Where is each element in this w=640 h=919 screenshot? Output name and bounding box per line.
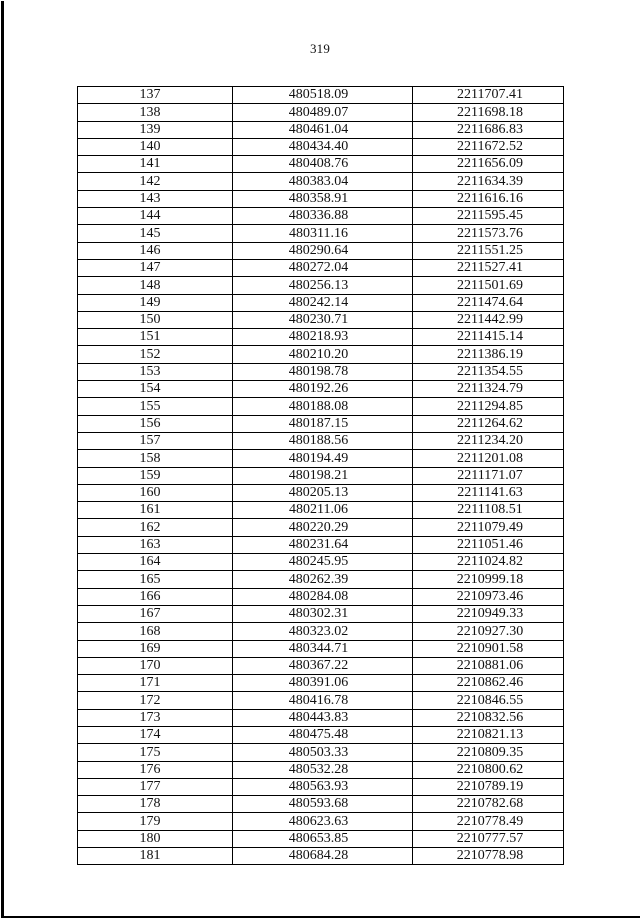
y-coordinate-cell: 2210777.57 xyxy=(413,830,564,847)
y-coordinate-cell: 2210789.19 xyxy=(413,778,564,795)
point-number-cell: 145 xyxy=(78,225,233,242)
point-number-cell: 138 xyxy=(78,104,233,121)
point-number-cell: 158 xyxy=(78,450,233,467)
table-row xyxy=(78,554,564,571)
table-row xyxy=(78,190,564,207)
point-number-cell: 160 xyxy=(78,484,233,501)
point-number-cell: 177 xyxy=(78,778,233,795)
y-coordinate-cell: 2211201.08 xyxy=(413,450,564,467)
point-number-cell: 154 xyxy=(78,381,233,398)
point-number-cell: 178 xyxy=(78,796,233,813)
y-coordinate-cell: 2211527.41 xyxy=(413,259,564,276)
point-number-cell: 156 xyxy=(78,415,233,432)
y-coordinate-cell: 2210999.18 xyxy=(413,571,564,588)
point-number-cell: 164 xyxy=(78,554,233,571)
point-number-cell: 139 xyxy=(78,121,233,138)
x-coordinate-cell: 480475.48 xyxy=(233,726,413,743)
x-coordinate-cell: 480344.71 xyxy=(233,640,413,657)
x-coordinate-cell: 480503.33 xyxy=(233,744,413,761)
table-row xyxy=(78,571,564,588)
point-number-cell: 155 xyxy=(78,398,233,415)
y-coordinate-cell: 2211672.52 xyxy=(413,138,564,155)
x-coordinate-cell: 480443.83 xyxy=(233,709,413,726)
x-coordinate-cell: 480245.95 xyxy=(233,554,413,571)
table-row xyxy=(78,432,564,449)
y-coordinate-cell: 2211573.76 xyxy=(413,225,564,242)
x-coordinate-cell: 480205.13 xyxy=(233,484,413,501)
point-number-cell: 151 xyxy=(78,329,233,346)
table-row xyxy=(78,346,564,363)
point-number-cell: 159 xyxy=(78,467,233,484)
table-row xyxy=(78,467,564,484)
table-row xyxy=(78,778,564,795)
x-coordinate-cell: 480489.07 xyxy=(233,104,413,121)
table-row xyxy=(78,294,564,311)
x-coordinate-cell: 480383.04 xyxy=(233,173,413,190)
y-coordinate-cell: 2210832.56 xyxy=(413,709,564,726)
point-number-cell: 161 xyxy=(78,502,233,519)
point-number-cell: 147 xyxy=(78,259,233,276)
table-row xyxy=(78,796,564,813)
point-number-cell: 152 xyxy=(78,346,233,363)
point-number-cell: 142 xyxy=(78,173,233,190)
table-row xyxy=(78,381,564,398)
point-number-cell: 180 xyxy=(78,830,233,847)
point-number-cell: 144 xyxy=(78,208,233,225)
table-row xyxy=(78,259,564,276)
y-coordinate-cell: 2211474.64 xyxy=(413,294,564,311)
table-row xyxy=(78,242,564,259)
table-row xyxy=(78,450,564,467)
x-coordinate-cell: 480461.04 xyxy=(233,121,413,138)
y-coordinate-cell: 2211234.20 xyxy=(413,432,564,449)
point-number-cell: 140 xyxy=(78,138,233,155)
coordinates-table-container xyxy=(77,86,563,865)
table-row xyxy=(78,277,564,294)
x-coordinate-cell: 480532.28 xyxy=(233,761,413,778)
table-row xyxy=(78,692,564,709)
y-coordinate-cell: 2211616.16 xyxy=(413,190,564,207)
y-coordinate-cell: 2211634.39 xyxy=(413,173,564,190)
y-coordinate-cell: 2211024.82 xyxy=(413,554,564,571)
x-coordinate-cell: 480593.68 xyxy=(233,796,413,813)
point-number-cell: 172 xyxy=(78,692,233,709)
point-number-cell: 137 xyxy=(78,87,233,104)
x-coordinate-cell: 480218.93 xyxy=(233,329,413,346)
table-row xyxy=(78,225,564,242)
x-coordinate-cell: 480256.13 xyxy=(233,277,413,294)
table-row xyxy=(78,640,564,657)
y-coordinate-cell: 2211294.85 xyxy=(413,398,564,415)
point-number-cell: 169 xyxy=(78,640,233,657)
y-coordinate-cell: 2211698.18 xyxy=(413,104,564,121)
x-coordinate-cell: 480336.88 xyxy=(233,208,413,225)
x-coordinate-cell: 480262.39 xyxy=(233,571,413,588)
x-coordinate-cell: 480416.78 xyxy=(233,692,413,709)
x-coordinate-cell: 480323.02 xyxy=(233,623,413,640)
coordinates-table-body xyxy=(78,87,564,865)
x-coordinate-cell: 480211.06 xyxy=(233,502,413,519)
point-number-cell: 181 xyxy=(78,848,233,865)
table-row xyxy=(78,588,564,605)
point-number-cell: 150 xyxy=(78,311,233,328)
x-coordinate-cell: 480242.14 xyxy=(233,294,413,311)
point-number-cell: 170 xyxy=(78,657,233,674)
table-row xyxy=(78,156,564,173)
x-coordinate-cell: 480188.08 xyxy=(233,398,413,415)
y-coordinate-cell: 2211707.41 xyxy=(413,87,564,104)
x-coordinate-cell: 480391.06 xyxy=(233,675,413,692)
y-coordinate-cell: 2211686.83 xyxy=(413,121,564,138)
x-coordinate-cell: 480434.40 xyxy=(233,138,413,155)
point-number-cell: 153 xyxy=(78,363,233,380)
table-row xyxy=(78,173,564,190)
point-number-cell: 167 xyxy=(78,605,233,622)
point-number-cell: 168 xyxy=(78,623,233,640)
point-number-cell: 165 xyxy=(78,571,233,588)
x-coordinate-cell: 480367.22 xyxy=(233,657,413,674)
x-coordinate-cell: 480198.78 xyxy=(233,363,413,380)
y-coordinate-cell: 2210800.62 xyxy=(413,761,564,778)
table-row xyxy=(78,675,564,692)
table-row xyxy=(78,502,564,519)
table-row xyxy=(78,311,564,328)
x-coordinate-cell: 480408.76 xyxy=(233,156,413,173)
y-coordinate-cell: 2211051.46 xyxy=(413,536,564,553)
table-row xyxy=(78,329,564,346)
table-row xyxy=(78,605,564,622)
point-number-cell: 157 xyxy=(78,432,233,449)
table-row xyxy=(78,208,564,225)
y-coordinate-cell: 2211415.14 xyxy=(413,329,564,346)
x-coordinate-cell: 480230.71 xyxy=(233,311,413,328)
x-coordinate-cell: 480653.85 xyxy=(233,830,413,847)
x-coordinate-cell: 480623.63 xyxy=(233,813,413,830)
coordinates-table xyxy=(77,86,564,865)
x-coordinate-cell: 480563.93 xyxy=(233,778,413,795)
table-row xyxy=(78,848,564,865)
y-coordinate-cell: 2211501.69 xyxy=(413,277,564,294)
y-coordinate-cell: 2211442.99 xyxy=(413,311,564,328)
x-coordinate-cell: 480290.64 xyxy=(233,242,413,259)
point-number-cell: 179 xyxy=(78,813,233,830)
x-coordinate-cell: 480518.09 xyxy=(233,87,413,104)
x-coordinate-cell: 480210.20 xyxy=(233,346,413,363)
y-coordinate-cell: 2211171.07 xyxy=(413,467,564,484)
y-coordinate-cell: 2211656.09 xyxy=(413,156,564,173)
page-number: 319 xyxy=(309,41,331,56)
y-coordinate-cell: 2211354.55 xyxy=(413,363,564,380)
y-coordinate-cell: 2210927.30 xyxy=(413,623,564,640)
table-row xyxy=(78,519,564,536)
table-row xyxy=(78,744,564,761)
table-row xyxy=(78,415,564,432)
table-row xyxy=(78,813,564,830)
y-coordinate-cell: 2211079.49 xyxy=(413,519,564,536)
table-row xyxy=(78,623,564,640)
table-row xyxy=(78,398,564,415)
y-coordinate-cell: 2210778.49 xyxy=(413,813,564,830)
x-coordinate-cell: 480187.15 xyxy=(233,415,413,432)
x-coordinate-cell: 480284.08 xyxy=(233,588,413,605)
y-coordinate-cell: 2210821.13 xyxy=(413,726,564,743)
y-coordinate-cell: 2210973.46 xyxy=(413,588,564,605)
table-row xyxy=(78,536,564,553)
table-row xyxy=(78,761,564,778)
y-coordinate-cell: 2210846.55 xyxy=(413,692,564,709)
point-number-cell: 166 xyxy=(78,588,233,605)
table-row xyxy=(78,830,564,847)
table-row xyxy=(78,104,564,121)
y-coordinate-cell: 2211324.79 xyxy=(413,381,564,398)
table-row xyxy=(78,138,564,155)
y-coordinate-cell: 2210862.46 xyxy=(413,675,564,692)
table-row xyxy=(78,87,564,104)
x-coordinate-cell: 480220.29 xyxy=(233,519,413,536)
y-coordinate-cell: 2211595.45 xyxy=(413,208,564,225)
table-row xyxy=(78,709,564,726)
x-coordinate-cell: 480231.64 xyxy=(233,536,413,553)
y-coordinate-cell: 2210949.33 xyxy=(413,605,564,622)
point-number-cell: 146 xyxy=(78,242,233,259)
table-row xyxy=(78,726,564,743)
point-number-cell: 175 xyxy=(78,744,233,761)
table-row xyxy=(78,363,564,380)
x-coordinate-cell: 480198.21 xyxy=(233,467,413,484)
y-coordinate-cell: 2210901.58 xyxy=(413,640,564,657)
point-number-cell: 162 xyxy=(78,519,233,536)
y-coordinate-cell: 2210778.98 xyxy=(413,848,564,865)
x-coordinate-cell: 480192.26 xyxy=(233,381,413,398)
y-coordinate-cell: 2210809.35 xyxy=(413,744,564,761)
x-coordinate-cell: 480311.16 xyxy=(233,225,413,242)
point-number-cell: 173 xyxy=(78,709,233,726)
y-coordinate-cell: 2210881.06 xyxy=(413,657,564,674)
table-row xyxy=(78,484,564,501)
y-coordinate-cell: 2211264.62 xyxy=(413,415,564,432)
point-number-cell: 171 xyxy=(78,675,233,692)
y-coordinate-cell: 2211551.25 xyxy=(413,242,564,259)
y-coordinate-cell: 2210782.68 xyxy=(413,796,564,813)
table-row xyxy=(78,121,564,138)
point-number-cell: 143 xyxy=(78,190,233,207)
x-coordinate-cell: 480358.91 xyxy=(233,190,413,207)
y-coordinate-cell: 2211108.51 xyxy=(413,502,564,519)
x-coordinate-cell: 480684.28 xyxy=(233,848,413,865)
point-number-cell: 174 xyxy=(78,726,233,743)
x-coordinate-cell: 480272.04 xyxy=(233,259,413,276)
x-coordinate-cell: 480302.31 xyxy=(233,605,413,622)
table-row xyxy=(78,657,564,674)
x-coordinate-cell: 480194.49 xyxy=(233,450,413,467)
point-number-cell: 149 xyxy=(78,294,233,311)
point-number-cell: 148 xyxy=(78,277,233,294)
point-number-cell: 141 xyxy=(78,156,233,173)
y-coordinate-cell: 2211141.63 xyxy=(413,484,564,501)
point-number-cell: 163 xyxy=(78,536,233,553)
x-coordinate-cell: 480188.56 xyxy=(233,432,413,449)
y-coordinate-cell: 2211386.19 xyxy=(413,346,564,363)
point-number-cell: 176 xyxy=(78,761,233,778)
